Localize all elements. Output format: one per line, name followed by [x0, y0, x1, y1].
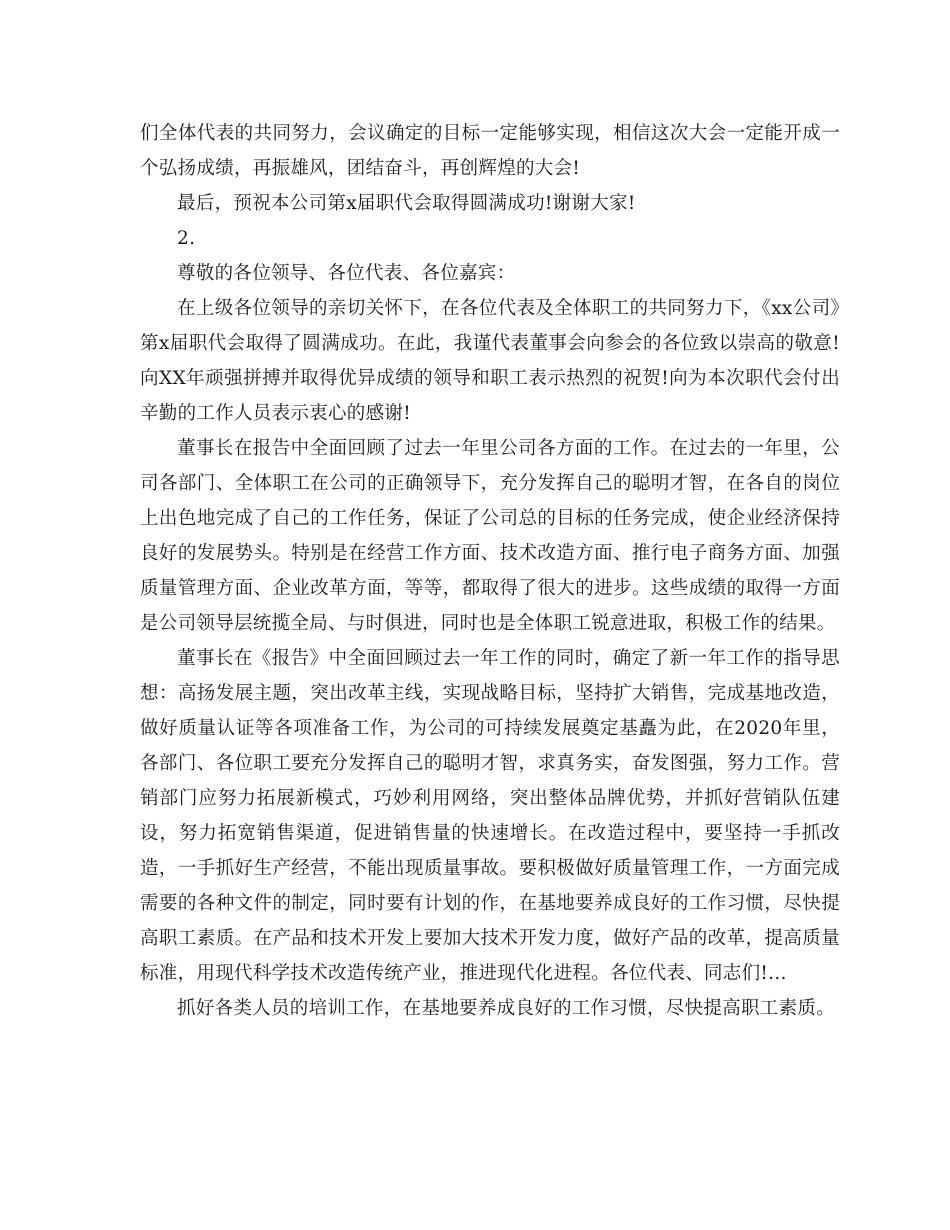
paragraph-5: 在上级各位领导的亲切关怀下，在各位代表及全体职工的共同努力下，《xx公司》第x届职代会取得了圆满成功。在此，我谨代表董事会向参会的各位致以崇高的敬意!向XX年顽强拼搏并取得优异成绩的领导和职工表示热烈的祝贺!向为本次职代会付出辛勤的工作人员表示衷心的感谢! [140, 298, 840, 424]
document-body [140, 116, 840, 1026]
paragraph-7: 董事长在《报告》中全面回顾过去一年工作的同时，确定了新一年工作的指导思想：高扬发展主题，突出改革主线，实现战略目标，坚持扩大销售，完成基地改造，做好质量认证等各项准备工作，为公司的可持续发展奠定基矗为此，在2020年里，各部门、各位职工要充分发挥自己的聪明才智，求真务实，奋发图强，努力工作。营销部门应努力拓展新模式，巧妙利用网络，突出整体品牌优势，并抓好营销队伍建设，努力拓宽销售渠道，促进销售量的快速增长。在改造过程中，要坚持一手抓改造，一手抓好生产经营，不能出现质量事故。要积极做好质量管理工作，一方面完成需要的各种文件的制定，同时要有计划的作，在基地要养成良好的工作习惯，尽快提高职工素质。在产品和技术开发上要加大技术开发力度，做好产品的改革，提高质量标准，用现代科学技术改造传统产业，推进现代化进程。各位代表、同志们!... [140, 648, 840, 984]
section-number: 2. [177, 228, 196, 249]
paragraph-2: 最后，预祝本公司第x届职代会取得圆满成功!谢谢大家! [177, 193, 636, 214]
salutation: 尊敬的各位领导、各位代表、各位嘉宾： [177, 263, 516, 284]
paragraph-1: 们全体代表的共同努力，会议确定的目标一定能够实现，相信这次大会一定能开成一个弘扬成绩，再振雄风，团结奋斗，再创辉煌的大会! [140, 123, 840, 179]
paragraph-6: 董事长在报告中全面回顾了过去一年里公司各方面的工作。在过去的一年里，公司各部门、全体职工在公司的正确领导下，充分发挥自己的聪明才智，在各自的岗位上出色地完成了自己的工作任务，保证了公司总的目标的任务完成，使企业经济保持良好的发展势头。特别是在经营工作方面、技术改造方面、推行电子商务方面、加强质量管理方面、企业改革方面，等等，都取得了很大的进步。这些成绩的取得一方面是公司领导层统揽全局、与时俱进，同时也是全体职工锐意进取，积极工作的结果。 [140, 438, 840, 634]
paragraph-8: 抓好各类人员的培训工作，在基地要养成良好的工作习惯，尽快提高职工素质。 [177, 998, 836, 1019]
